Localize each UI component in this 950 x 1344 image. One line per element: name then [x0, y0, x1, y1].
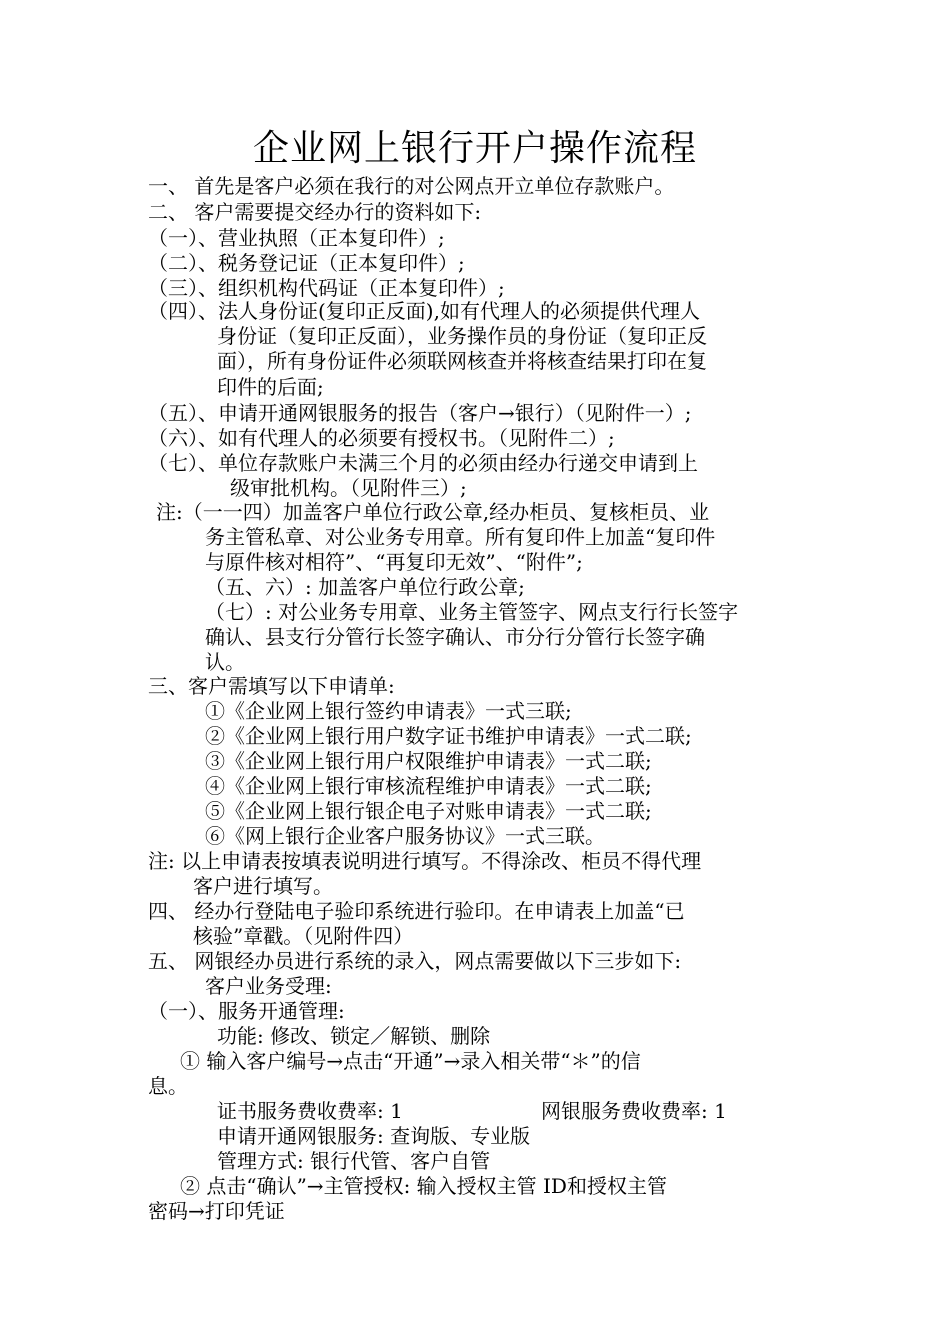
item-3-line: （三）、组织机构代码证（正本复印件）; — [148, 276, 505, 300]
document-title: 企业网上银行开户操作流程 — [252, 128, 697, 169]
note-2-line-a: 注: 以上申请表按填表说明进行填写。不得涂改、柜员不得代理 — [148, 849, 702, 873]
item-4-line-a: （四）、法人身份证(复印正反面),如有代理人的必须提供代理人 — [148, 299, 700, 323]
item-6-line: （六）、如有代理人的必须要有授权书。（见附件二）; — [148, 426, 615, 450]
item-4-line-d: 印件的后面; — [217, 375, 324, 399]
form-5-line: ⑤《企业网上银行银企电子对账申请表》一式二联; — [205, 799, 652, 823]
customer-business-heading: 客户业务受理: — [205, 974, 332, 998]
form-1-line: ①《企业网上银行签约申请表》一式三联; — [205, 699, 572, 723]
section-5-heading: 五、 网银经办员进行系统的录入，网点需要做以下三步如下: — [148, 949, 682, 973]
item-2-line: （二）、税务登记证（正本复印件）; — [148, 251, 465, 275]
management-mode-line: 管理方式: 银行代管、客户自管 — [217, 1149, 491, 1173]
note-1-line-c: 与原件核对相符”、“再复印无效”、“附件”; — [205, 550, 583, 574]
item-4-line-c: 面），所有身份证件必须联网核查并将核查结果打印在复 — [217, 349, 707, 373]
item-5-line: （五）、申请开通网银服务的报告（客户→银行）（见附件一）; — [148, 401, 692, 425]
form-4-line: ④《企业网上银行审核流程维护申请表》一式二联; — [205, 774, 652, 798]
note-1-line-a: 注:（一一四）加盖客户单位行政公章,经办柜员、复核柜员、业 — [156, 500, 710, 524]
note-1-line-b: 务主管私章、对公业务专用章。所有复印件上加盖“复印件 — [205, 525, 716, 549]
section-4-line-b: 核验”章戳。（见附件四） — [193, 924, 414, 948]
step-2-line-b: 密码→打印凭证 — [148, 1199, 285, 1223]
certificate-fee-rate: 证书服务费收费率: 1 — [217, 1099, 403, 1123]
section-2-heading: 二、 客户需要提交经办行的资料如下: — [148, 200, 482, 224]
section-3-heading: 三、客户需填写以下申请单: — [148, 674, 395, 698]
form-6-line: ⑥《网上银行企业客户服务协议》一式三联。 — [205, 824, 605, 848]
form-2-line: ②《企业网上银行用户数字证书维护申请表》一式二联; — [205, 724, 692, 748]
function-line: 功能: 修改、锁定／解锁、删除 — [217, 1024, 491, 1048]
ebank-fee-rate: 网银服务费收费率: 1 — [541, 1099, 727, 1123]
form-3-line: ③《企业网上银行用户权限维护申请表》一式二联; — [205, 749, 652, 773]
note-1-line-f: 确认、县支行分管行长签字确认、市分行分管行长签字确 — [205, 625, 705, 649]
step-1-line-a: ① 输入客户编号→点击“开通”→录入相关带“＊”的信 — [180, 1049, 641, 1073]
note-2-line-b: 客户进行填写。 — [193, 874, 333, 898]
note-1-line-e: （七）: 对公业务专用章、业务主管签字、网点支行行长签字 — [205, 600, 739, 624]
item-1-line: （一）、营业执照（正本复印件）; — [148, 226, 445, 250]
section-1-line: 一、 首先是客户必须在我行的对公网点开立单位存款账户。 — [148, 174, 675, 198]
item-7-line-a: （七）、单位存款账户未满三个月的必须由经办行递交申请到上 — [148, 451, 698, 475]
item-7-line-b: 级审批机构。（见附件三）; — [230, 476, 467, 500]
item-4-line-b: 身份证（复印正反面），业务操作员的身份证（复印正反 — [217, 324, 707, 348]
service-activation-heading: （一）、服务开通管理: — [148, 999, 345, 1023]
note-1-line-g: 认。 — [205, 650, 245, 674]
note-1-line-d: （五、六）: 加盖客户单位行政公章; — [205, 575, 525, 599]
step-2-line-a: ② 点击“确认”→主管授权: 输入授权主管 ID和授权主管 — [180, 1174, 667, 1198]
section-4-line-a: 四、 经办行登陆电子验印系统进行验印。在申请表上加盖“已 — [148, 899, 685, 923]
step-1-line-b: 息。 — [148, 1074, 188, 1098]
service-type-line: 申请开通网银服务: 查询版、专业版 — [217, 1124, 531, 1148]
